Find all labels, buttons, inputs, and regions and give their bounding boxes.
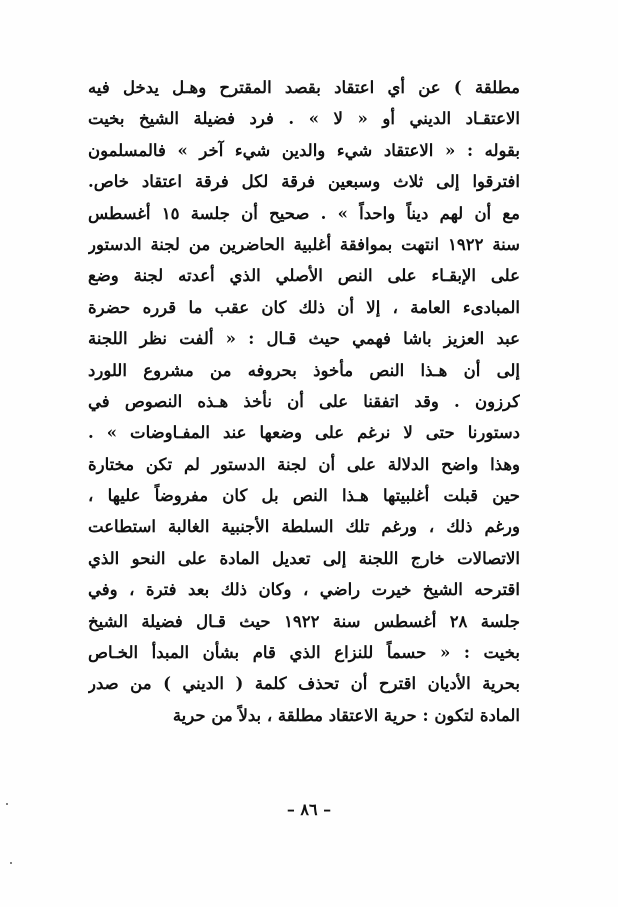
text-line-3: بقوله : « الاعتقاد شيء والدين شيء آخر » فالمسلمون: [88, 140, 520, 160]
text-line-8: المبادىء العامة ، إلا أن ذلك كان عقب ما قرره حضرة: [88, 297, 520, 317]
text-line-10: إلى أن هـذا النص مأخوذ بحروفه من مشروع اللورد: [88, 360, 520, 380]
text-line-15: ورغم ذلك ، ورغم تلك السلطة الأجنبية الغالبة استطاعت: [88, 517, 520, 537]
text-line-14: حين قبلت أغلبيتها هـذا النص بل كان مفروضاً عليها ،: [88, 486, 520, 506]
text-line-12: دستورنا حتى لا نرغم على وضعها عند المفـاوضات » .: [88, 423, 520, 443]
text-line-21: المادة لتكون : حرية الاعتقاد مطلقة ، بدلاً من حرية: [172, 705, 520, 725]
body-text: [88, 72, 520, 731]
page-number: – ٨٦ –: [286, 800, 332, 819]
text-line-2: الاعتقـاد الديني أو « لا » . فرد فضيلة الشيخ بخيت: [88, 109, 520, 129]
text-line-18: جلسة ٢٨ أغسطس سنة ١٩٢٢ حيث قـال فضيلة الشيخ: [88, 611, 520, 631]
text-line-19: بخيت : « حسماً للنزاع الذي قام بشأن المبدأ الخـاص: [88, 643, 520, 663]
text-line-4: افترقوا إلى ثلاث وسبعين فرقة لكل فرقة اعتقاد خاص.: [88, 172, 520, 192]
text-line-6: سنة ١٩٢٢ انتهت بموافقة أغلبية الحاضرين من لجنة الدستور: [88, 234, 520, 254]
text-line-5: مع أن لهم ديناً واحداً » . صحيح أن جلسة ١٥ أغسطس: [88, 203, 520, 223]
scan-speck: [10, 862, 12, 864]
scan-speck: [6, 803, 8, 805]
text-line-16: الاتصالات خارج اللجنة إلى تعديل المادة على النحو الذي: [88, 548, 520, 568]
text-line-20: بحرية الأديان اقترح أن تحذف كلمة ( الديني ) من صدر: [88, 674, 520, 694]
text-line-7: على الإبقـاء على النص الأصلي الذي أعدته لجنة وضع: [88, 266, 520, 286]
text-line-13: وهذا واضح الدلالة على أن لجنة الدستور لم تكن مختارة: [88, 454, 520, 474]
text-line-1: مطلقة ) عن أي اعتقاد بقصد المقترح وهـل يدخل فيه: [88, 78, 520, 97]
text-line-17: اقترحه الشيخ خيرت راضي ، وكان ذلك بعد فترة ، وفي: [88, 580, 520, 600]
text-line-9: عبد العزيز باشا فهمي حيث قـال : « ألفت نظر اللجنة: [88, 329, 520, 349]
text-line-11: كرزون . وقد اتفقنا على أن نأخذ هـذه النصوص في: [88, 391, 520, 411]
